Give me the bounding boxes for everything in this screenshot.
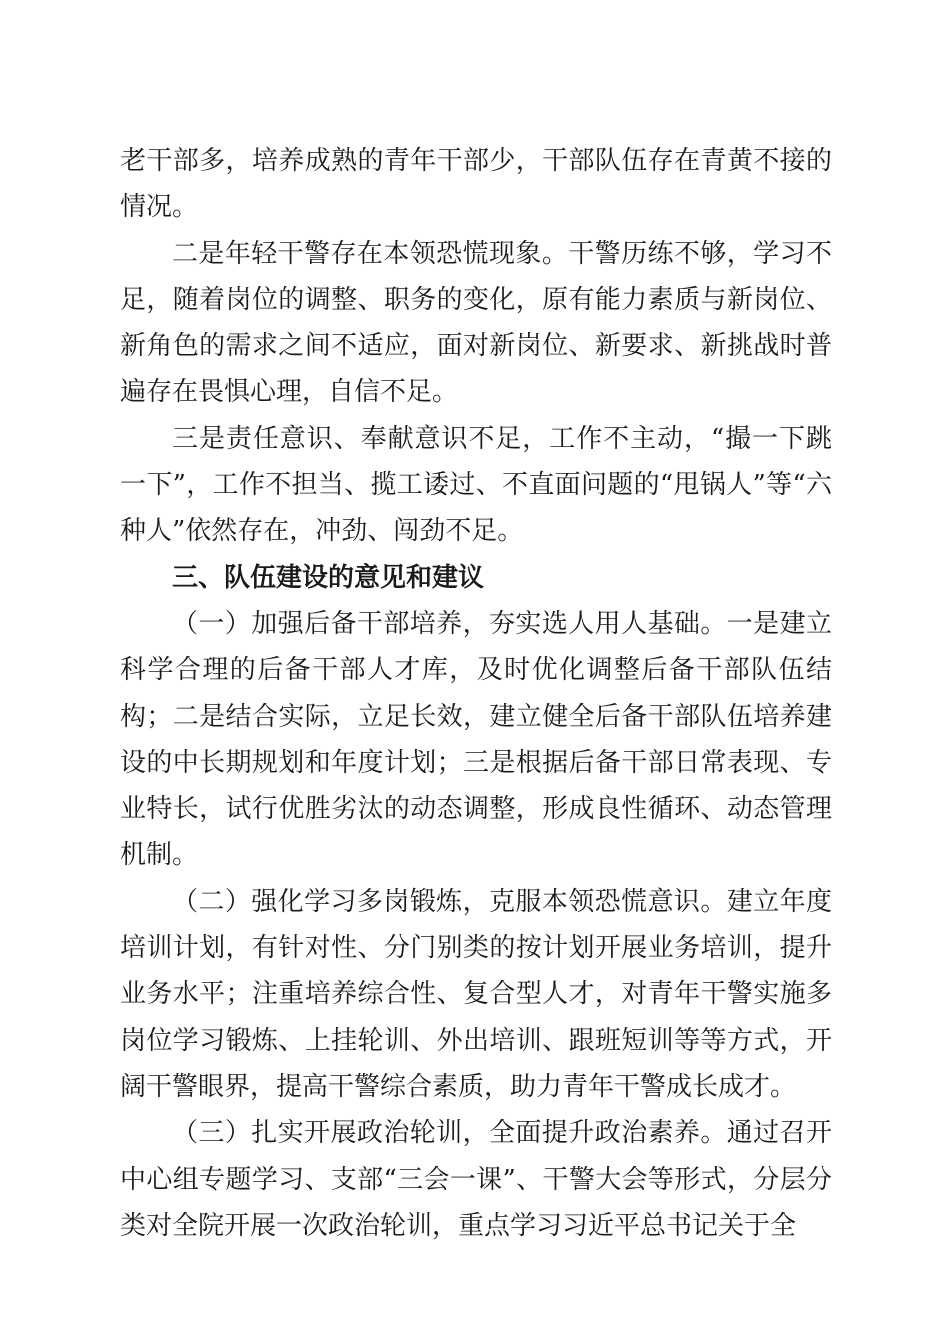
paragraph-responsibility-issue: 三是责任意识、奉献意识不足，工作不主动，“撮一下跳一下”，工作不担当、揽工诿过、不直面问题的“甩锅人”等“六种人”依然存在，冲劲、闯劲不足。: [120, 423, 832, 547]
section-heading: 三、队伍建设的意见和建议: [172, 562, 485, 593]
document-body: [120, 138, 832, 1249]
paragraph-continuation: 老干部多，培养成熟的青年干部少，干部队伍存在青黄不接的情况。: [120, 146, 832, 223]
paragraph-political-training: （三）扎实开展政治轮训，全面提升政治素养。通过召开中心组专题学习、支部“三会一课”、干警大会等形式，分层分类对全院开展一次政治轮训，重点学习习近平总书记关于全: [120, 1118, 832, 1241]
paragraph-reserve-cadre: （一）加强后备干部培养，夯实选人用人基础。一是建立科学合理的后备干部人才库，及时优化调整后备干部队伍结构；二是结合实际，立足长效，建立健全后备干部队伍培养建设的中长期规划和年度计划；三是根据后备干部日常表现、专业特长，试行优胜劣汰的动态调整，形成良性循环、动态管理机制。: [120, 608, 832, 871]
paragraph-training: （二）强化学习多岗锻炼，克服本领恐慌意识。建立年度培训计划，有针对性、分门别类的按计划开展业务培训，提升业务水平；注重培养综合性、复合型人才，对青年干警实施多岗位学习锻炼、上挂轮训、外出培训、跟班短训等等方式，开阔干警眼界，提高干警综合素质，助力青年干警成长成才。: [120, 886, 832, 1102]
paragraph-young-staff-issue: 二是年轻干警存在本领恐慌现象。干警历练不够，学习不足，随着岗位的调整、职务的变化，原有能力素质与新岗位、新角色的需求之间不适应，面对新岗位、新要求、新挑战时普遍存在畏惧心理，自信不足。: [120, 238, 832, 408]
